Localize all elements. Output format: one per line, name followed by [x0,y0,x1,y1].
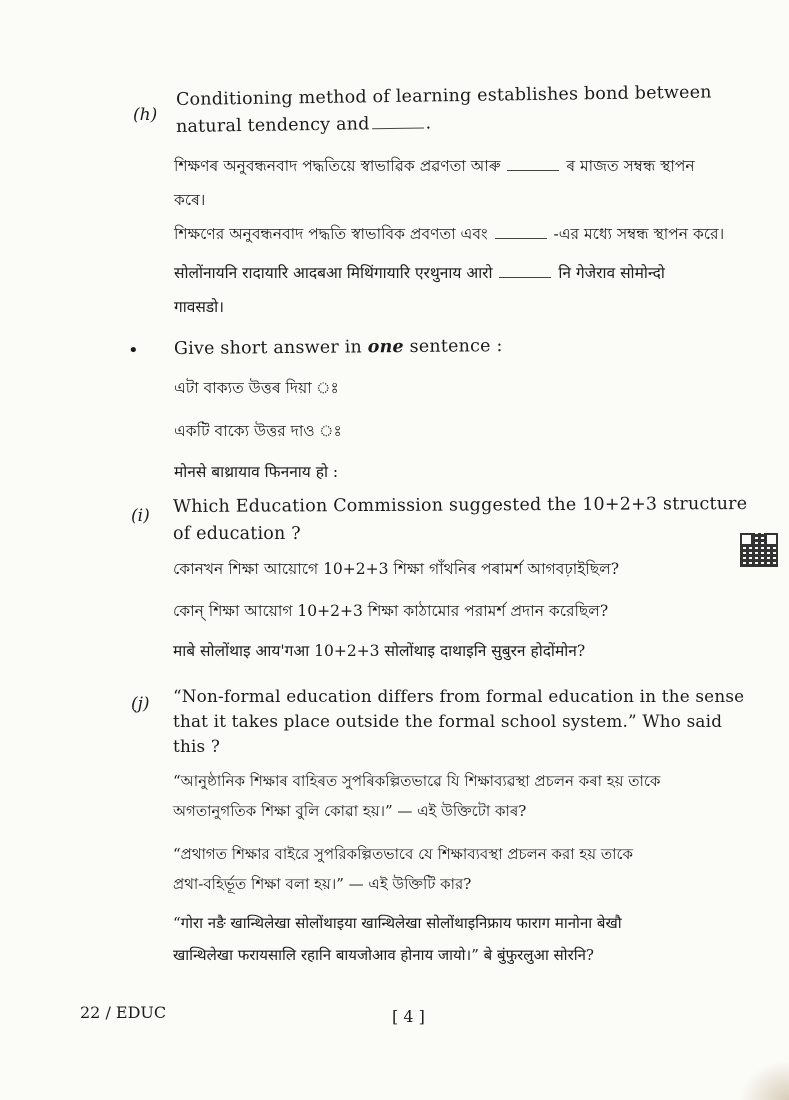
answer-blank [372,128,424,130]
question-j-assamese-line1: “আনুষ্ঠানিক শিক্ষাৰ বাহিৰত সুপৰিকল্পিতভাৱে যি শিক্ষাব্যৱস্থা প্ৰচলন কৰা হয় তাকে [173,772,661,790]
question-h-bengali-text: শিক্ষণের অনুবন্ধনবাদ পদ্ধতি স্বাভাবিক প্রবণতা এবং [174,225,488,243]
question-i-english-line2: of education ? [173,524,301,544]
question-j-bengali-line2: প্রথা-বহির্ভূত শিক্ষা বলা হয়।” — এই উক্তিটি কার? [173,875,472,893]
answer-blank [499,277,551,278]
question-label-h: (h) [133,105,158,125]
question-h-assamese-text-end: ৰ মাজত সম্বন্ধ স্থাপন [566,157,695,175]
question-j-english-line2: that it takes place outside the formal school system.” Who said [173,711,723,731]
instruction-emphasis: one [367,336,404,358]
footer-paper-code: 22 / EDUC [80,1003,167,1022]
question-h-assamese-line2: কৰে। [174,191,206,209]
question-j-bodo-line2: खान्थिलेखा फरायसालि रहानि बायजोआव होनाय जायो।” बे बुंफुरलुआ सोरनि? [173,946,594,964]
question-label-j: (j) [131,694,150,714]
question-h-bodo-text-end: नि गेजेराव सोमोन्दो [558,264,665,282]
question-h-bodo-line1 [174,262,665,284]
question-label-i: (i) [131,506,150,526]
footer-page-number: [ 4 ] [392,1007,425,1026]
question-h-english-line2 [176,111,432,139]
instruction-bodo: मोनसे बाथ्रायाव फिननाय हो : [174,463,339,481]
instruction-bengali: একটি বাক্যে উত্তর দাও ঃ [174,422,342,440]
question-h-english-line1: Conditioning method of learning establishes bond between [175,82,712,110]
instruction-english [174,334,503,361]
question-i-bengali: কোন্ শিক্ষা আয়োগ 10+2+3 শিক্ষা কাঠামোর পরামর্শ প্রদান করেছিল? [173,602,609,620]
paper-stain [739,1060,789,1100]
question-h-english-line2-text: natural tendency and [175,114,370,137]
question-h-bodo-text: सोलोंनायनि रादायारि आदबआ मिथिंगायारि एरथुनाय आरो [174,264,493,282]
instruction-assamese: এটা বাক্যত উত্তৰ দিয়া ঃ [174,379,339,397]
question-h-bengali [174,223,724,245]
question-j-bengali-line1: “প্রথাগত শিক্ষার বাইরে সুপরিকল্পিতভাবে যে শিক্ষাব্যবস্থা প্রচলন করা হয় তাকে [173,845,633,863]
instruction-bullet: • [128,340,139,361]
question-j-assamese-line2: অগতানুগতিক শিক্ষা বুলি কোৱা হয়।” — এই উক্তিটো কাৰ? [173,802,527,820]
answer-blank [495,238,547,239]
question-i-bodo: माबे सोलोंथाइ आय'गआ 10+2+3 सोलोंथाइ दाथाइनि सुबुरन होदोंमोन? [173,642,586,660]
answer-blank [507,170,559,171]
question-i-assamese: কোনখন শিক্ষা আয়োগে 10+2+3 শিক্ষা গাঁথনিৰ পৰামৰ্শ আগবঢ়াইছিল? [173,560,620,578]
question-j-bodo-line1: “गोरा नङै खान्थिलेखा सोलोंथाइया खान्थिलेखा सोलोंथाइनिफ्राय फाराग मानोना बेखौ [173,914,622,932]
qr-code-icon [740,533,778,567]
question-h-assamese-text: শিক্ষণৰ অনুবন্ধনবাদ পদ্ধতিয়ে স্বাভাৱিক প্ৰৱণতা আৰু [174,157,501,175]
instruction-english-end: sentence : [409,336,503,357]
question-j-english-line1: “Non-formal education differs from formal education in the sense [173,686,745,706]
question-h-assamese-line1 [174,155,695,177]
question-i-english-line1: Which Education Commission suggested the 10+2+3 structure [172,493,748,517]
question-h-bodo-line2: गावसडो। [174,298,225,316]
question-h-english-period: . [425,113,432,134]
instruction-english-text: Give short answer in [173,337,363,359]
question-h-bengali-text-end: -এর মধ্যে সম্বন্ধ স্থাপন করে। [553,225,725,243]
question-j-english-line3: this ? [173,736,221,756]
